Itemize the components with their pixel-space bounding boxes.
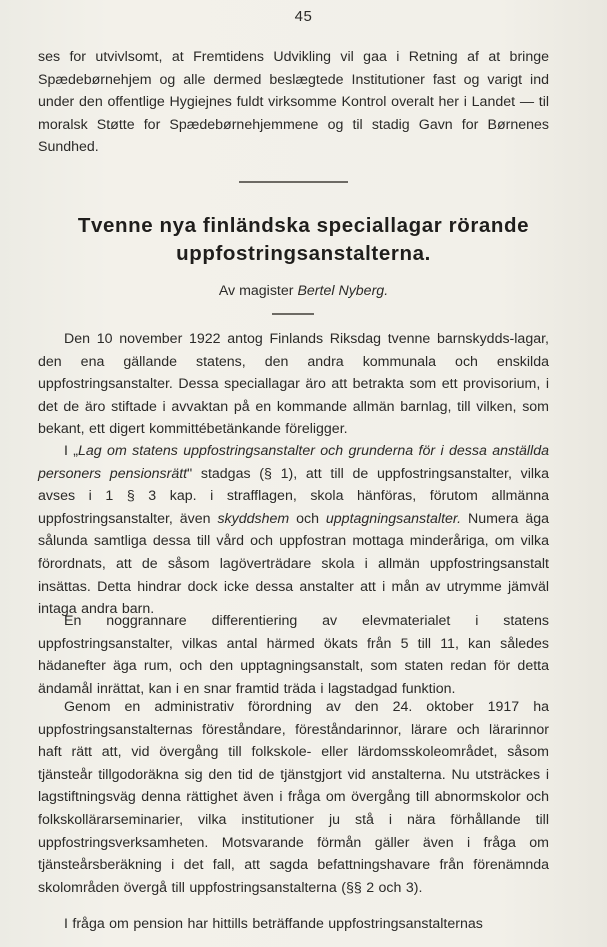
intro-paragraph: ses for utvivlsomt, at Fremtidens Udvikling vil gaa i Retning af at bringe Spædebørnehjem og alle dermed beslægtede Institutioner fast og varigt ind under den offentlige Hygiejnes fuldt virksomme Kontrol overalt her i Landet — til moralsk Støtte for Spædebørnehjemmene og til stadig Gavn for Børnenes Sundhed. [38, 49, 549, 156]
body-paragraph-1: Den 10 november 1922 antog Finlands Riksdag tvenne barnskydds-lagar, den ena gällande statens, den andra kommunala och enskilda uppfostringsanstalter. Dessa speciallagar äro att betrakta som ett provisorium, i det de äro stiftade i avvaktan på en kommande allmän barnlag, till vilken, som bekant, ett digert kommittébetänkande föreligger. [38, 331, 549, 438]
body-paragraph-2 [38, 440, 549, 621]
byline-prefix: Av magister [218, 283, 294, 299]
p2-law-title: Lag om statens uppfostringsanstalter och grunderna för i dessa anställda personers pensionsrätt [38, 443, 549, 482]
article-title-line-2: uppfostringsanstalterna. [176, 242, 431, 265]
p2-text-b: " stadgas (§ 1), att till de uppfostringsanstalter, vilka avses i 1 § 3 kap. i strafflagen, skola hänföras, förutom allmänna uppfostringsanstalter, även [38, 465, 549, 527]
p2-text-a: I „ [64, 443, 79, 459]
body-paragraph-3: En noggrannare differentiering av elevmaterialet i statens uppfostringsanstalter, vilkas antal härmed ökats från 5 till 11, kan således hädanefter äga rum, och den upptagningsanstalt, som staten redan för detta ändamål inrättat, kan i en snar framtid träda i lagstadgad funktion. [38, 613, 549, 697]
byline-author: Bertel Nyberg. [297, 283, 389, 299]
article-title [20, 212, 587, 268]
article-byline [0, 283, 607, 299]
p2-term-skyddshem: skyddshem [217, 510, 290, 527]
p2-term-upptagningsanstalter: upptagningsanstalter. [325, 510, 462, 527]
p2-text-d: Numera äga sålunda samtliga dessa till vård och uppfostran mottaga minderåriga, om vilka förordnats, att de såsom lagöverträdare skola i allmän uppfostringsanstalt insättas. Detta hindrar dock icke dessa anstalter att i mån av utrymme jämväl intaga andra barn. [38, 510, 550, 618]
p2-text-c: och [289, 510, 326, 527]
body-paragraph-4: Genom en administrativ förordning av den 24. oktober 1917 ha uppfostringsanstalternas föreståndare, föreståndarinnor, lärare och lärarinnor haft rätt att, vid övergång till folkskole- eller lärdomsskoleområdet, såsom tjänsteår tillgodoräkna sig den tid de tjänstgjort vid anstalterna. Nu utsträckes i lagstiftningsväg denna rättighet även i fråga om övergång till abnormskolor och folkskollärarseminarier, vilka institutioner ju stå i nära förhållande till uppfostringsverksamheten. Motsvarande förmån gäller även i fråga om tjänsteårsberäkning i det fall, att sagda befattningshavare från förenämnda skolområden övergå till uppfostringsanstalterna (§§ 2 och 3). [38, 699, 549, 896]
body-paragraph-5: I fråga om pension har hittills beträffande uppfostringsanstalternas [64, 916, 483, 932]
page-number: 45 [294, 8, 313, 25]
section-divider [239, 181, 348, 183]
byline-divider [272, 313, 314, 315]
article-title-line-1: Tvenne nya finländska speciallagar rörande [77, 214, 530, 237]
